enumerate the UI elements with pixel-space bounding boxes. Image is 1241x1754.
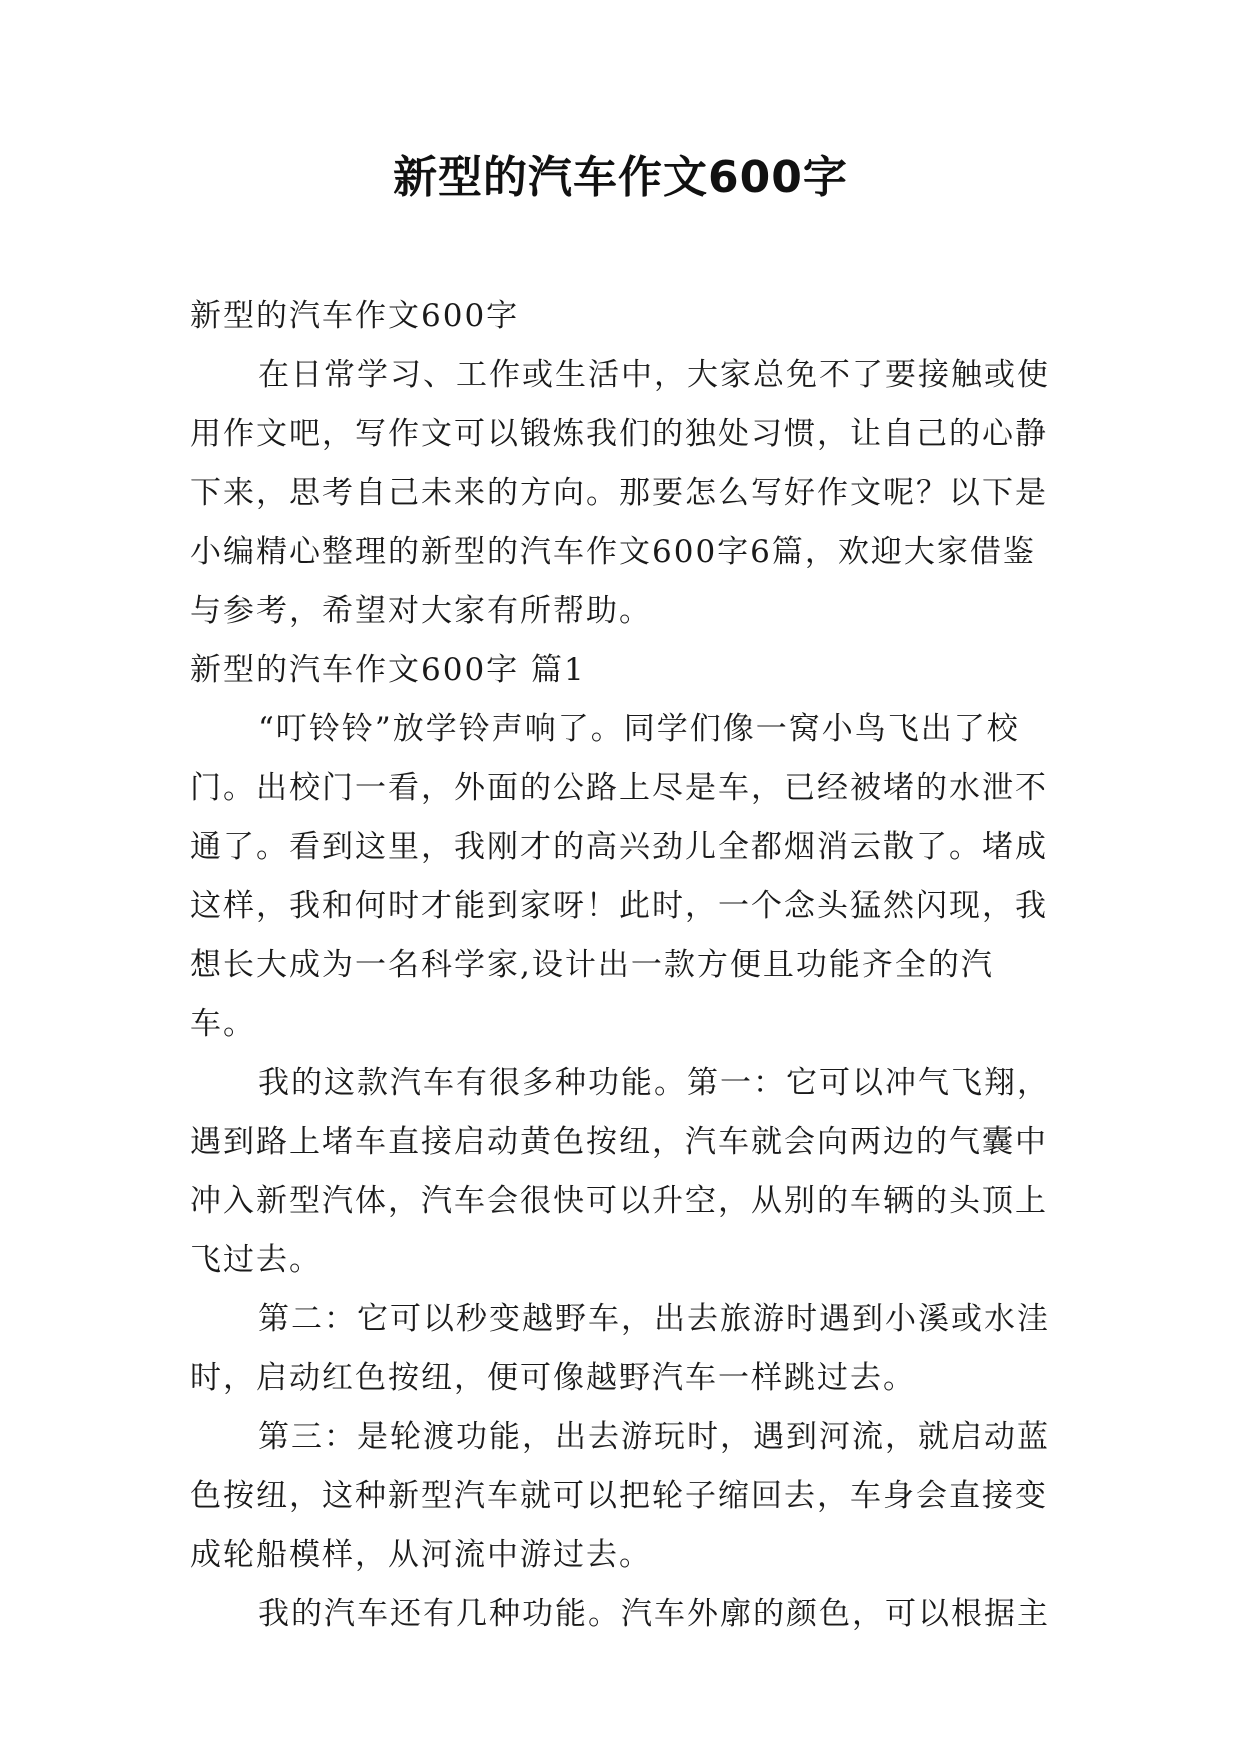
paragraph: 第二：它可以秒变越野车，出去旅游时遇到小溪或水洼时，启动红色按纽，便可像越野汽车一样跳过去。	[190, 1301, 1050, 1396]
document-body	[190, 287, 1056, 1644]
paragraph: 我的汽车还有几种功能。汽车外廓的颜色，可以根据主	[258, 1596, 1050, 1632]
section-heading-part1: 新型的汽车作文600字 篇1	[190, 652, 586, 688]
document-title: 新型的汽车作文600字	[393, 152, 848, 203]
paragraph-intro: 在日常学习、工作或生活中，大家总免不了要接触或使用作文吧，写作文可以锻炼我们的独处习惯，让自己的心静下来，思考自己未来的方向。那要怎么写好作文呢？以下是小编精心整理的新型的汽车作文600字6篇，欢迎大家借鉴与参考，希望对大家有所帮助。	[190, 357, 1050, 629]
section-heading-intro: 新型的汽车作文600字	[190, 298, 520, 334]
paragraph: 我的这款汽车有很多种功能。第一：它可以冲气飞翔，遇到路上堵车直接启动黄色按纽，汽车就会向两边的气囊中冲入新型汽体，汽车会很快可以升空，从别的车辆的头顶上飞过去。	[190, 1065, 1050, 1278]
paragraph: “叮铃铃”放学铃声响了。同学们像一窝小鸟飞出了校门。出校门一看，外面的公路上尽是车，已经被堵的水泄不通了。看到这里，我刚才的高兴劲儿全都烟消云散了。堵成这样，我和何时才能到家呀！此时，一个念头猛然闪现，我想长大成为一名科学家,设计出一款方便且功能齐全的汽车。	[190, 711, 1048, 1042]
paragraph: 第三：是轮渡功能，出去游玩时，遇到河流，就启动蓝色按纽，这种新型汽车就可以把轮子缩回去，车身会直接变成轮船模样，从河流中游过去。	[190, 1419, 1050, 1573]
